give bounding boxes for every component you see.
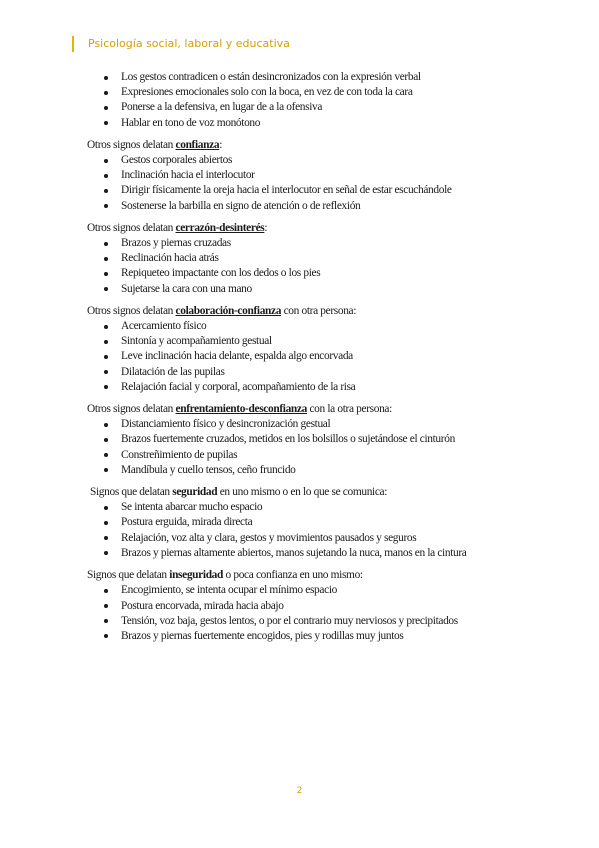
list-item: Gestos corporales abiertos <box>87 153 527 168</box>
list-item: Leve inclinación hacia delante, espalda algo encorvada <box>87 349 527 364</box>
bullet-list <box>87 70 527 131</box>
page-number: 2 <box>296 786 303 796</box>
keyword: inseguridad <box>169 569 224 582</box>
bullet-list <box>87 236 527 297</box>
intro-suffix: : <box>264 221 268 234</box>
intro-prefix: Signos que delatan <box>87 569 170 582</box>
list-item: Inclinación hacia el interlocutor <box>87 168 527 183</box>
list-item: Postura encorvada, mirada hacia abajo <box>87 599 527 614</box>
list-item: Dilatación de las pupilas <box>87 365 527 380</box>
header-title: Psicología social, laboral y educativa <box>88 37 290 50</box>
section-intro <box>87 221 527 236</box>
list-item: Se intenta abarcar mucho espacio <box>87 500 527 515</box>
section-intro <box>87 304 527 319</box>
intro-prefix: Otros signos delatan <box>87 221 176 234</box>
list-item: Repiqueteo impactante con los dedos o los pies <box>87 266 527 281</box>
intro-prefix: Otros signos delatan <box>87 403 176 416</box>
document-body <box>87 70 527 644</box>
list-item: Constreñimiento de pupilas <box>87 448 527 463</box>
list-item: Postura erguida, mirada directa <box>87 515 527 530</box>
list-item: Reclinación hacia atrás <box>87 251 527 266</box>
bullet-list <box>87 500 527 561</box>
list-item: Expresiones emocionales solo con la boca, en vez de con toda la cara <box>87 85 527 100</box>
bullet-list <box>87 319 527 395</box>
keyword: enfrentamiento-desconfianza <box>175 403 307 416</box>
intro-suffix: : <box>219 138 223 151</box>
keyword: colaboración-confianza <box>175 304 282 317</box>
list-item: Mandíbula y cuello tensos, ceño fruncido <box>87 463 527 478</box>
list-item: Dirigir físicamente la oreja hacia el interlocutor en señal de estar escuchándole <box>87 183 527 198</box>
keyword: seguridad <box>172 486 218 499</box>
section-intro <box>87 138 527 153</box>
list-item: Brazos y piernas cruzadas <box>87 236 527 251</box>
intro-suffix: con otra persona: <box>281 304 357 317</box>
keyword: cerrazón-desinterés <box>175 221 265 234</box>
intro-prefix: Otros signos delatan <box>87 304 176 317</box>
list-item: Relajación facial y corporal, acompañamiento de la risa <box>87 380 527 395</box>
list-item: Brazos y piernas altamente abiertos, manos sujetando la nuca, manos en la cintura <box>87 546 527 561</box>
list-item: Ponerse a la defensiva, en lugar de a la ofensiva <box>87 100 527 115</box>
list-item: Encogimiento, se intenta ocupar el mínimo espacio <box>87 583 527 598</box>
list-item: Distanciamiento físico y desincronización gestual <box>87 417 527 432</box>
bullet-list <box>87 583 527 644</box>
list-item: Hablar en tono de voz monótono <box>87 116 527 131</box>
intro-suffix: en uno mismo o en lo que se comunica: <box>217 486 388 499</box>
list-item: Sujetarse la cara con una mano <box>87 282 527 297</box>
keyword: confianza <box>175 138 220 151</box>
bullet-list <box>87 417 527 478</box>
list-item: Sostenerse la barbilla en signo de atención o de reflexión <box>87 199 527 214</box>
list-item: Relajación, voz alta y clara, gestos y movimientos pausados y seguros <box>87 531 527 546</box>
list-item: Acercamiento físico <box>87 319 527 334</box>
section-intro <box>87 402 527 417</box>
list-item: Los gestos contradicen o están desincronizados con la expresión verbal <box>87 70 527 85</box>
section-intro <box>87 485 527 500</box>
list-item: Tensión, voz baja, gestos lentos, o por el contrario muy nerviosos y precipitados <box>87 614 527 629</box>
intro-suffix: con la otra persona: <box>306 403 392 416</box>
page-header <box>72 36 290 52</box>
list-item: Sintonía y acompañamiento gestual <box>87 334 527 349</box>
section-intro <box>87 568 527 583</box>
list-item: Brazos y piernas fuertemente encogidos, pies y rodillas muy juntos <box>87 629 527 644</box>
intro-suffix: o poca confianza en uno mismo: <box>223 569 363 582</box>
list-item: Brazos fuertemente cruzados, metidos en los bolsillos o sujetándose el cinturón <box>87 432 527 447</box>
intro-prefix: Signos que delatan <box>90 486 173 499</box>
intro-prefix: Otros signos delatan <box>87 138 176 151</box>
bullet-list <box>87 153 527 214</box>
